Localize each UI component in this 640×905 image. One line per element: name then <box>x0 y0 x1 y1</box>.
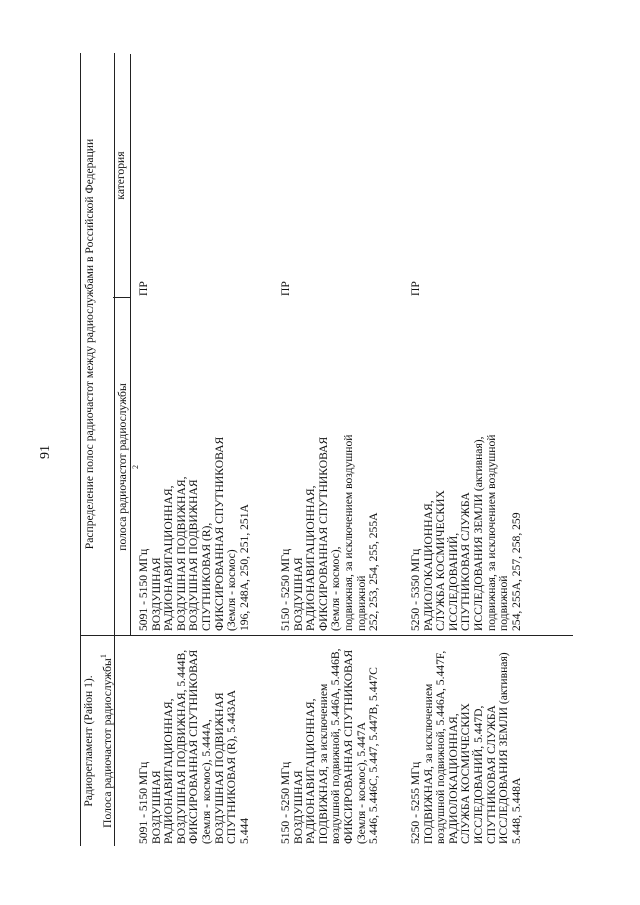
row2-category: ПР <box>279 281 292 296</box>
allocation-table <box>80 54 573 846</box>
row1-middle: 5091 - 5150 МГц ВОЗДУШНАЯ РАДИОНАВИГАЦИОННАЯ, ВОЗДУШНАЯ ПОДВИЖНАЯ, ВОЗДУШНАЯ ПОДВИЖНАЯ СПУТНИКОВАЯ (R), ФИКСИРОВАННАЯ СПУТНИКОВАЯ (Земля - космос) 196, 248А, 250, 251, 251А <box>137 436 251 631</box>
header-col-band: полоса радиочастот радиослужбы $^2$ <box>113 298 131 636</box>
header-right-title: Распределение полос радиочастот между радиослужбами в Российской Федерации <box>83 138 96 550</box>
row3-left: 5250 - 5255 МГц ПОДВИЖНАЯ, за исключением воздушной подвижной, 5.446А, 5.447F, РАДИОЛОКАЦИОННАЯ, СЛУЖБА КОСМИЧЕСКИХ ИССЛЕДОВАНИЙ, 5.447D, СПУТНИКОВАЯ СЛУЖБА ИССЛЕДОВАНИЯ ЗЕМЛИ (активная) 5.448, 5.448А <box>409 650 523 844</box>
header-col-category: категория <box>113 54 131 298</box>
page-number: 91 <box>38 445 53 459</box>
divider-left <box>80 635 573 636</box>
header-left-line2: Полоса радиочастот радиослужбы$^1$ <box>99 654 114 828</box>
header-left-line1: Радиорегламент (Район 1). <box>82 675 95 807</box>
row1-category: ПР <box>137 281 150 296</box>
row1-left: 5091 - 5150 МГц ВОЗДУШНАЯ РАДИОНАВИГАЦИОННАЯ, ВОЗДУШНАЯ ПОДВИЖНАЯ, 5.444В, ФИКСИРОВАННАЯ СПУТНИКОВАЯ (Земля - космос), 5.444А, ВОЗДУШНАЯ ПОДВИЖНАЯ СПУТНИКОВАЯ (R), 5.443АА 5.444 <box>137 649 251 844</box>
row2-middle: 5150 - 5250 МГц ВОЗДУШНАЯ РАДИОНАВИГАЦИОННАЯ, ФИКСИРОВАННАЯ СПУТНИКОВАЯ (Земля - космос), подвижная, за исключением воздушной подвижной 252, 253, 254, 255, 255А <box>279 434 381 631</box>
row3-middle: 5250 - 5350 МГц РАДИОЛОКАЦИОННАЯ, СЛУЖБА КОСМИЧЕСКИХ ИССЛЕДОВАНИЙ, СПУТНИКОВАЯ СЛУЖБА ИССЛЕДОВАНИЯ ЗЕМЛИ (активная), подвижная, за исключением воздушной подвижной 254, 255А, 257, 258, 259 <box>409 434 523 631</box>
row2-left: 5150 - 5250 МГц ВОЗДУШНАЯ РАДИОНАВИГАЦИОННАЯ, ПОДВИЖНАЯ, за исключением воздушной подвижной, 5.446А, 5.446В, ФИКСИРОВАННАЯ СПУТНИКОВАЯ (Земля - космос), 5.447А 5.446, 5.446С, 5.447, 5.447В, 5.447С <box>279 648 381 844</box>
header-left <box>80 636 115 846</box>
header-right <box>80 53 115 636</box>
row3-category: ПР <box>409 281 422 296</box>
